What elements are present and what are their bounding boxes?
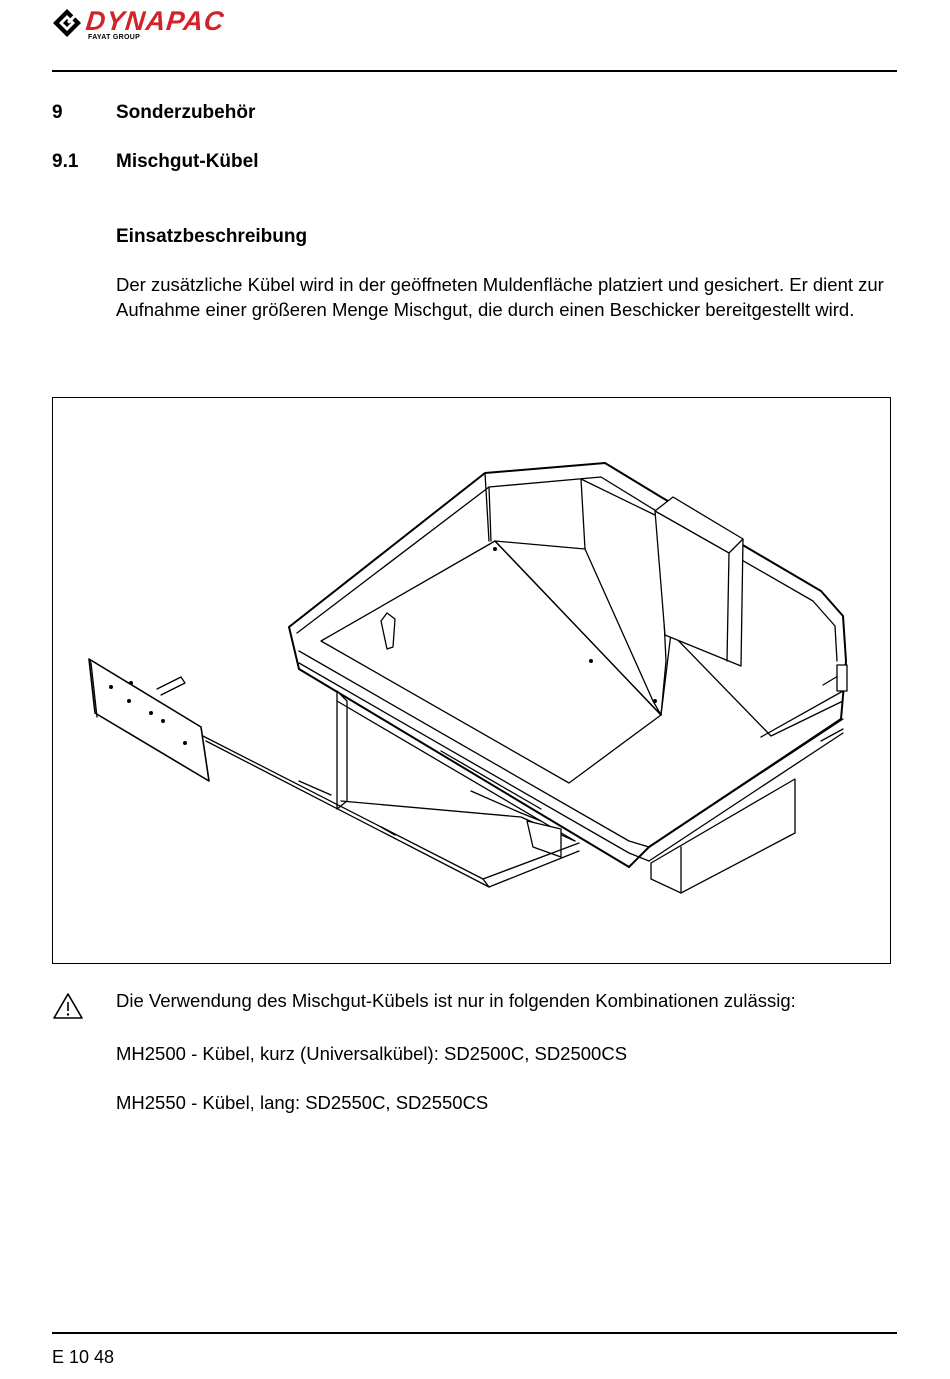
dynapac-diamond-icon: [52, 8, 82, 38]
hopper-bucket-drawing: [53, 398, 891, 964]
logo-wordmark: DYNAPAC: [84, 6, 227, 36]
footer-rule: [52, 1332, 897, 1334]
subsection-number: 9.1: [52, 151, 79, 172]
description-heading: Einsatzbeschreibung: [116, 226, 308, 247]
combination-item: MH2500 - Kübel, kurz (Universalkübel): SD2500C, SD2500CS: [116, 1043, 628, 1064]
combination-item: MH2550 - Kübel, lang: SD2550C, SD2550CS: [116, 1092, 489, 1113]
dynapac-logo: [52, 4, 302, 44]
section-title: Sonderzubehör: [116, 102, 256, 123]
warning-text: Die Verwendung des Mischgut-Kübels ist nur in folgenden Kombinationen zulässig:: [116, 990, 796, 1011]
subsection-title: Mischgut-Kübel: [116, 151, 259, 172]
warning-triangle-icon: [52, 992, 84, 1020]
page-reference: E 10 48: [52, 1347, 115, 1367]
description-text: Der zusätzliche Kübel wird in der geöffneten Muldenfläche platziert und gesichert. Er dient zur Aufnahme einer größeren Menge Mischgut, die durch einen Beschicker bereitgestellt wird.: [116, 274, 884, 320]
section-number: 9: [52, 102, 63, 123]
header-rule: [52, 70, 897, 72]
figure-frame: [52, 397, 891, 964]
logo-subtext: FAYAT GROUP: [88, 34, 141, 41]
